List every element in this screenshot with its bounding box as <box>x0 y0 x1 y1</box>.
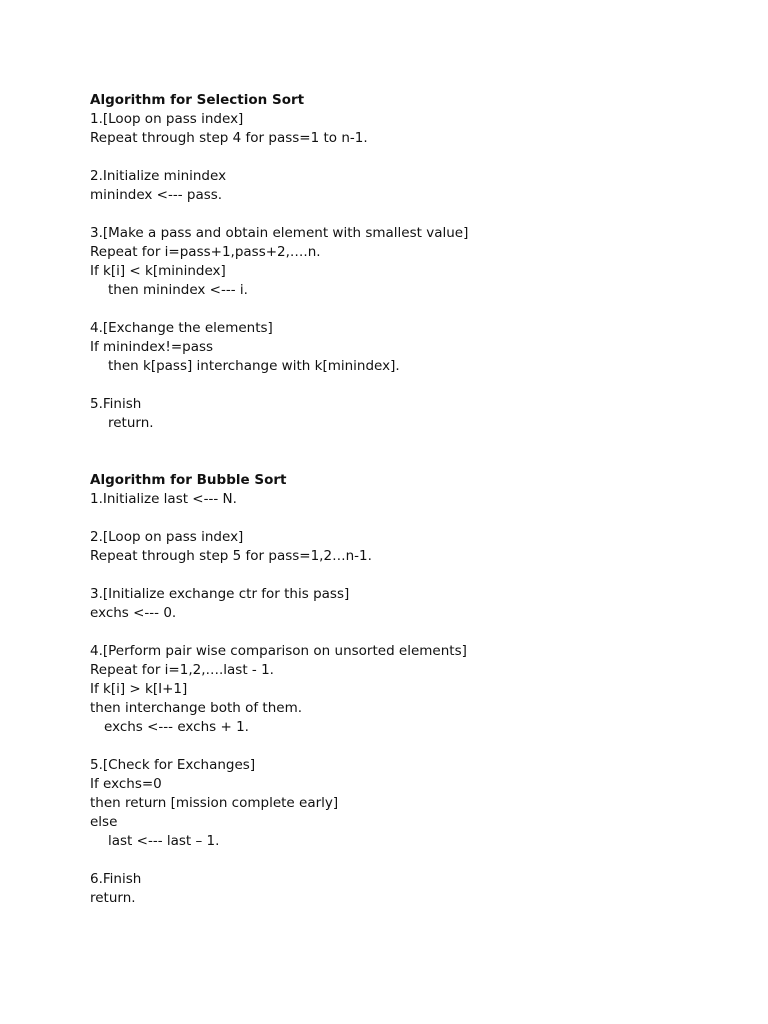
bubble-sort-title: Algorithm for Bubble Sort <box>90 472 287 488</box>
bubble-step5-line3: else <box>90 814 118 830</box>
bubble-step2-label: 2.[Loop on pass index] <box>90 529 244 545</box>
spacer <box>90 300 730 319</box>
selection-step5-line: return. <box>108 415 154 431</box>
bubble-step4-label: 4.[Perform pair wise comparison on unsorted elements] <box>90 643 467 659</box>
spacer <box>90 376 730 395</box>
bubble-step3-label: 3.[Initialize exchange ctr for this pass] <box>90 586 350 602</box>
bubble-step3-line: exchs <--- 0. <box>90 605 177 621</box>
section-spacer <box>90 433 730 471</box>
selection-step3-line2: If k[i] < k[minindex] <box>90 263 226 279</box>
selection-step4-line1: If minindex!=pass <box>90 339 214 355</box>
selection-sort-title: Algorithm for Selection Sort <box>90 92 305 108</box>
selection-step2-line: minindex <--- pass. <box>90 187 223 203</box>
spacer <box>90 737 730 756</box>
spacer <box>90 623 730 642</box>
selection-step3-line1: Repeat for i=pass+1,pass+2,….n. <box>90 244 321 260</box>
bubble-step4-line4: exchs <--- exchs + 1. <box>104 719 249 735</box>
bubble-step5-label: 5.[Check for Exchanges] <box>90 757 256 773</box>
bubble-step6-line: return. <box>90 890 136 906</box>
bubble-step1-label: 1.Initialize last <--- N. <box>90 491 237 507</box>
document-page <box>90 91 730 908</box>
bubble-step4-line2: If k[i] > k[I+1] <box>90 681 188 697</box>
bubble-step5-line4: last <--- last – 1. <box>108 833 220 849</box>
spacer <box>90 205 730 224</box>
selection-sort-section <box>90 91 730 433</box>
selection-step2-label: 2.Initialize minindex <box>90 168 227 184</box>
bubble-step5-line2: then return [mission complete early] <box>90 795 339 811</box>
bubble-step6-label: 6.Finish <box>90 871 142 887</box>
bubble-step2-line: Repeat through step 5 for pass=1,2…n-1. <box>90 548 372 564</box>
spacer <box>90 509 730 528</box>
spacer <box>90 566 730 585</box>
selection-step4-label: 4.[Exchange the elements] <box>90 320 273 336</box>
selection-step1-line: Repeat through step 4 for pass=1 to n-1. <box>90 130 368 146</box>
bubble-sort-section <box>90 471 730 908</box>
selection-step5-label: 5.Finish <box>90 396 142 412</box>
selection-step4-line2: then k[pass] interchange with k[minindex]. <box>108 358 400 374</box>
selection-step3-line3: then minindex <--- i. <box>108 282 248 298</box>
bubble-step4-line1: Repeat for i=1,2,….last - 1. <box>90 662 274 678</box>
spacer <box>90 148 730 167</box>
selection-step3-label: 3.[Make a pass and obtain element with smallest value] <box>90 225 469 241</box>
bubble-step5-line1: If exchs=0 <box>90 776 162 792</box>
selection-step1-label: 1.[Loop on pass index] <box>90 111 244 127</box>
bubble-step4-line3: then interchange both of them. <box>90 700 303 716</box>
spacer <box>90 851 730 870</box>
